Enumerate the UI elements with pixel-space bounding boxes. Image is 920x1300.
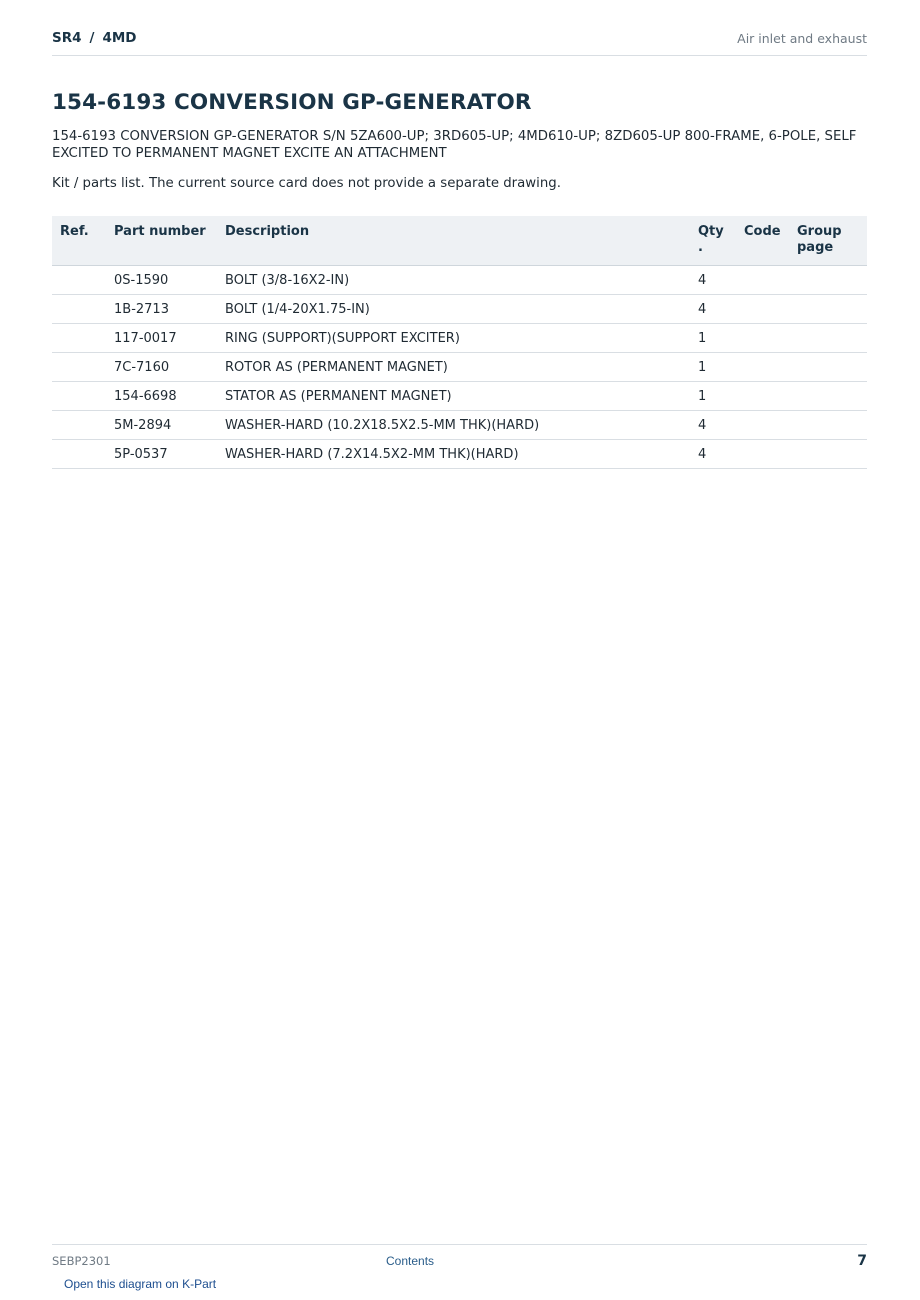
cell-qty: 4	[690, 266, 736, 295]
cell-description: RING (SUPPORT)(SUPPORT EXCITER)	[217, 324, 690, 353]
header-row	[52, 216, 867, 266]
page-number: 7	[857, 1253, 867, 1269]
cell-description: BOLT (3/8-16X2-IN)	[217, 266, 690, 295]
cell-description: ROTOR AS (PERMANENT MAGNET)	[217, 353, 690, 382]
column-header-code: Code	[736, 216, 789, 266]
cell-code	[736, 440, 789, 469]
cell-code	[736, 324, 789, 353]
parts-table-header	[52, 216, 867, 266]
page-header	[52, 28, 867, 56]
column-header-qty: Qty .	[690, 216, 736, 266]
page-footer	[52, 1244, 867, 1269]
table-row	[52, 353, 867, 382]
cell-part-number: 154-6698	[106, 382, 217, 411]
cell-code	[736, 266, 789, 295]
page-title: 154-6193 CONVERSION GP-GENERATOR	[52, 90, 532, 115]
kpart-link[interactable]: Open this diagram on K-Part	[64, 1277, 217, 1291]
table-row	[52, 440, 867, 469]
cell-qty: 4	[690, 295, 736, 324]
cell-group-page	[789, 440, 867, 469]
table-row	[52, 295, 867, 324]
cell-part-number: 5P-0537	[106, 440, 217, 469]
table-row	[52, 382, 867, 411]
column-header-ref: Ref.	[52, 216, 106, 266]
cell-part-number: 117-0017	[106, 324, 217, 353]
cell-group-page	[789, 324, 867, 353]
cell-description: BOLT (1/4-20X1.75-IN)	[217, 295, 690, 324]
series-label: 4MD	[102, 30, 137, 46]
cell-code	[736, 382, 789, 411]
cell-description: STATOR AS (PERMANENT MAGNET)	[217, 382, 690, 411]
cell-description: WASHER-HARD (7.2X14.5X2-MM THK)(HARD)	[217, 440, 690, 469]
cell-group-page	[789, 295, 867, 324]
model-label: SR4	[52, 30, 82, 46]
cell-group-page	[789, 382, 867, 411]
cell-code	[736, 295, 789, 324]
cell-group-page	[789, 353, 867, 382]
parts-table	[52, 216, 867, 469]
cell-ref	[52, 440, 106, 469]
document-number: SEBP2301	[52, 1254, 111, 1268]
cell-ref	[52, 411, 106, 440]
breadcrumb	[52, 30, 137, 46]
parts-table-body	[52, 266, 867, 469]
cell-code	[736, 411, 789, 440]
table-row	[52, 411, 867, 440]
column-header-description: Description	[217, 216, 690, 266]
page-subtitle: 154-6193 CONVERSION GP-GENERATOR S/N 5ZA600-UP; 3RD605-UP; 4MD610-UP; 8ZD605-UP 800-FRAME, 6-POLE, SELF EXCITED TO PERMANENT MAGNET EXCITE AN ATTACHMENT	[52, 129, 857, 161]
cell-part-number: 0S-1590	[106, 266, 217, 295]
cell-qty: 4	[690, 411, 736, 440]
cell-qty: 1	[690, 324, 736, 353]
cell-ref	[52, 382, 106, 411]
cell-qty: 4	[690, 440, 736, 469]
cell-part-number: 5M-2894	[106, 411, 217, 440]
cell-group-page	[789, 411, 867, 440]
table-row	[52, 266, 867, 295]
section-title: Air inlet and exhaust	[737, 31, 867, 46]
table-row	[52, 324, 867, 353]
cell-group-page	[789, 266, 867, 295]
cell-ref	[52, 266, 106, 295]
column-header-part-number: Part number	[106, 216, 217, 266]
cell-description: WASHER-HARD (10.2X18.5X2.5-MM THK)(HARD)	[217, 411, 690, 440]
cell-ref	[52, 324, 106, 353]
cell-ref	[52, 295, 106, 324]
cell-qty: 1	[690, 353, 736, 382]
contents-link[interactable]: Contents	[386, 1254, 435, 1268]
cell-part-number: 7C-7160	[106, 353, 217, 382]
column-header-group-page: Group page	[789, 216, 867, 266]
cell-part-number: 1B-2713	[106, 295, 217, 324]
cell-code	[736, 353, 789, 382]
breadcrumb-separator: /	[89, 30, 95, 46]
cell-qty: 1	[690, 382, 736, 411]
cell-ref	[52, 353, 106, 382]
source-note: Kit / parts list. The current source card does not provide a separate drawing.	[52, 176, 561, 191]
